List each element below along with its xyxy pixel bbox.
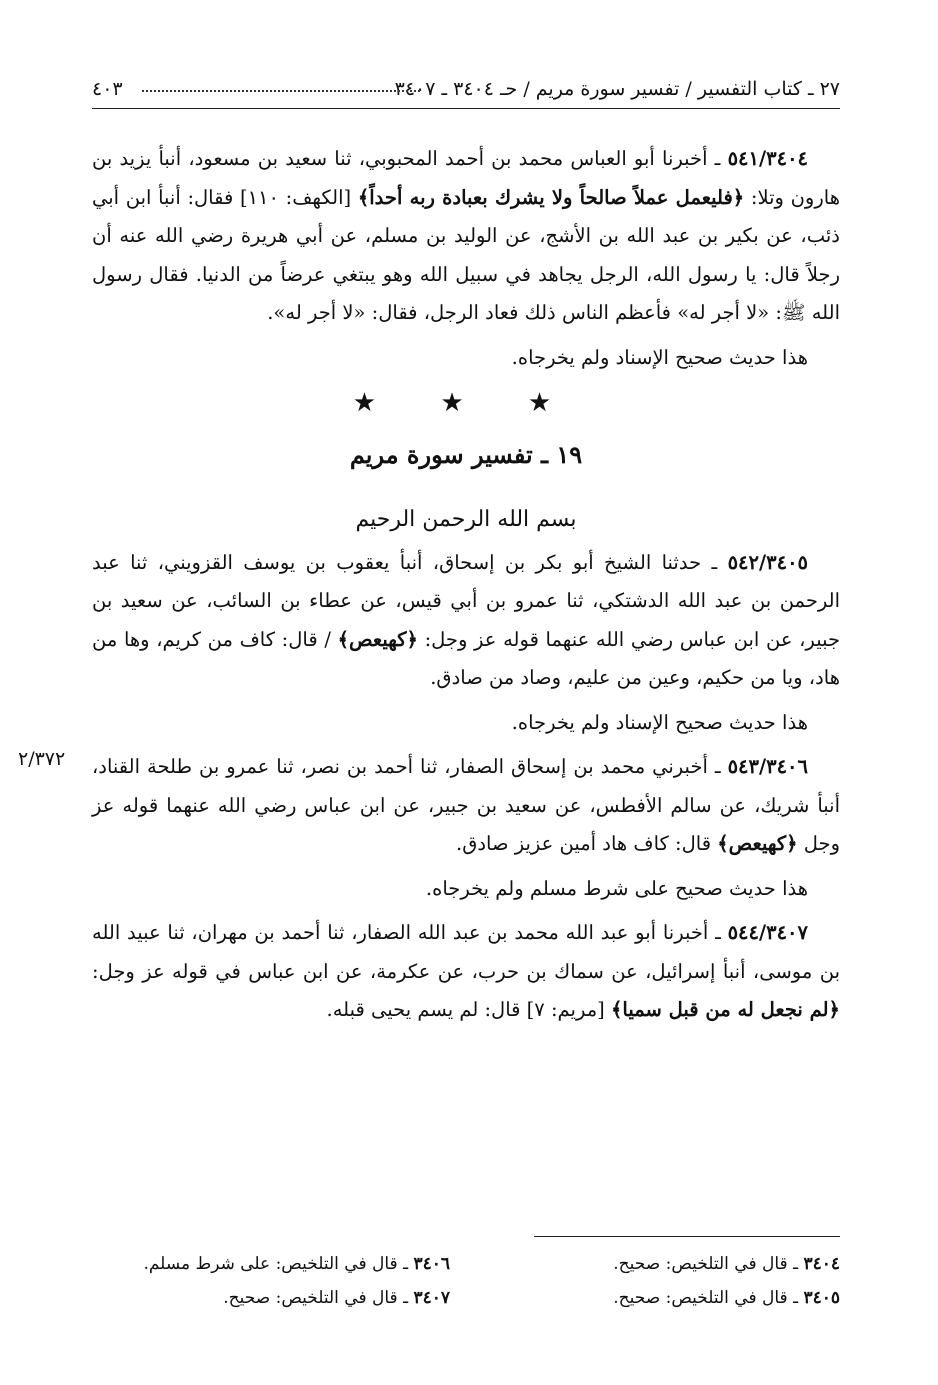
footnote-number: ٣٤٠٦ (413, 1254, 450, 1274)
hadith-3407 (92, 914, 840, 1030)
hadith-matn: / قال: كاف من كريم، وها من هاد، ويا من حكيم، وعين من عليم، وصاد من صادق. (92, 627, 840, 689)
footnote-text: ـ قال في التلخيص: على شرط مسلم. (143, 1254, 409, 1274)
footnote (613, 1248, 840, 1280)
footnote-number: ٣٤٠٧ (413, 1288, 450, 1308)
hadith-grading-note: هذا حديث صحيح على شرط مسلم ولم يخرجاه. (425, 876, 808, 900)
footnote (613, 1282, 840, 1314)
footnote-number: ٣٤٠٥ (803, 1288, 840, 1308)
header-title: ٢٧ ـ كتاب التفسير / تفسير سورة مريم / حـ ٣٤٠٤ ـ ٣٤٠٧ (394, 78, 840, 100)
footnote (223, 1282, 450, 1314)
quran-quote: ﴿لم نجعل له من قبل سميا﴾ (610, 998, 840, 1021)
hadith-grading-note: هذا حديث صحيح الإسناد ولم يخرجاه. (511, 710, 808, 734)
running-header (92, 70, 840, 109)
hadith-matn: [الكهف: ١١٠] فقال: أنبأ ابن أبي ذئب، عن بكير بن عبد الله بن الأشج، عن الوليد بن مسلم، عن أبي هريرة رضي الله عنه أن رجلاً قال: يا رسول الله، الرجل يجاهد في سبيل الله وهو يبتغي عرضاً من الدنيا. فقال رسول الله ﷺ: «لا أجر له» فأعظم الناس ذلك فعاد الرجل، فقال: «لا أجر له». (92, 185, 840, 324)
quran-quote: ﴿فليعمل عملاً صالحاً ولا يشرك بعبادة ربه أحداً﴾ (357, 185, 745, 209)
chapter-title: ١٩ ـ تفسير سورة مريم (349, 440, 583, 469)
main-text (92, 140, 840, 1030)
margin-volume-reference: ٢/٣٧٢ (18, 748, 66, 770)
basmala: بسم الله الرحمن الرحيم (355, 507, 577, 532)
footnote-text: ـ قال في التلخيص: صحيح. (223, 1288, 409, 1308)
hadith-number: ٥٤٣/٣٤٠٦ (727, 755, 808, 778)
hadith-3406 (92, 748, 840, 864)
hadith-3405 (92, 544, 840, 698)
hadith-3404 (92, 140, 840, 333)
section-separator-stars: ★ ★ ★ (352, 388, 580, 418)
hadith-number: ٥٤٢/٣٤٠٥ (727, 550, 809, 574)
hadith-number: ٥٤١/٣٤٠٤ (727, 147, 809, 170)
page-number: ٤٠٣ (92, 78, 123, 100)
header-leader-dots (142, 90, 420, 92)
quran-quote: ﴿كهيعص﴾ (717, 832, 798, 855)
footnote (143, 1248, 450, 1280)
hadith-matn: [مريم: ٧] قال: لم يسم يحيى قبله. (326, 998, 605, 1021)
footnote-text: ـ قال في التلخيص: صحيح. (613, 1254, 799, 1274)
hadith-isnad: ـ أخبرنا أبو عبد الله محمد بن عبد الله الصفار، ثنا أحمد بن مهران، ثنا عبيد الله بن موسى، أنبأ إسرائيل، عن سماك بن حرب، عن عكرمة، عن ابن عباس في قوله عز وجل: (92, 921, 840, 983)
footnote-divider (534, 1236, 840, 1237)
hadith-matn: قال: كاف هاد أمين عزيز صادق. (456, 832, 712, 855)
hadith-number: ٥٤٤/٣٤٠٧ (727, 921, 808, 944)
hadith-isnad: ـ أخبرنا أبو العباس محمد بن أحمد المحبوبي، ثنا سعيد بن مسعود، أنبأ يزيد بن هارون وتلا: (92, 147, 840, 209)
quran-quote: ﴿كهيعص﴾ (337, 627, 418, 651)
footnote-number: ٣٤٠٤ (803, 1254, 840, 1274)
hadith-isnad: ـ حدثنا الشيخ أبو بكر بن إسحاق، أنبأ يعقوب بن يوسف القزويني، ثنا عبد الرحمن بن عبد الله الدشتكي، ثنا عمرو بن أبي قيس، عن عطاء بن السائب، عن سعيد بن جبير، عن ابن عباس رضي الله عنهما قوله عز وجل: (92, 550, 841, 651)
hadith-grading-note: هذا حديث صحيح الإسناد ولم يخرجاه. (511, 345, 808, 369)
hadith-isnad: ـ أخبرني محمد بن إسحاق الصفار، ثنا أحمد بن نصر، ثنا عمرو بن طلحة القناد، أنبأ شريك، عن سالم الأفطس، عن سعيد بن جبير، عن ابن عباس رضي الله عنهما قوله عز وجل (92, 755, 840, 855)
footnote-text: ـ قال في التلخيص: صحيح. (613, 1288, 799, 1308)
